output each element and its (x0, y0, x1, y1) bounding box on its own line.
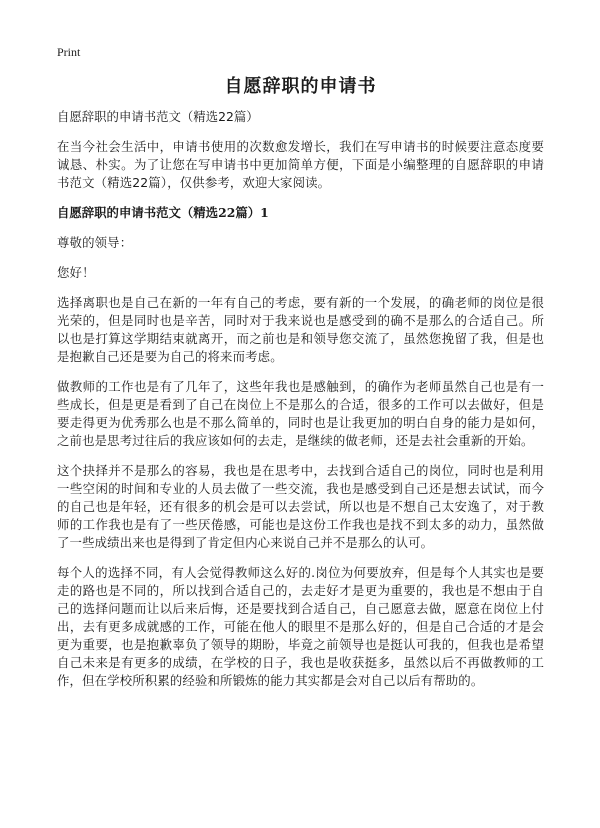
salutation: 尊敬的领导： (57, 235, 133, 250)
body-paragraph-2: 做教师的工作也是有了几年了，这些年我也是感触到，的确作为老师虽然自己也是有一些成长，但是更是看到了自己在岗位上不是那么的合适，很多的工作可以去做好，但是要走得更为优秀那么也是不那么简单的，同时也是让我更加的明白自身的能力是如何，之前也是思考过往后的我应该如何的去走，是继续的做老师，还是去社会重新的开始。 (57, 379, 544, 448)
section-heading: 自愿辞职的申请书范文（精选22篇）1 (57, 205, 269, 220)
page-title: 自愿辞职的申请书 (224, 76, 377, 97)
intro-paragraph: 在当今社会生活中，申请书使用的次数愈发增长，我们在写申请书的时候要注意态度要诚恳、朴实。为了让您在写申请书中更加简单方便，下面是小编整理的自愿辞职的申请书范文（精选22篇），仅供参考，欢迎大家阅读。 (57, 139, 544, 190)
body-paragraph-1: 选择离职也是自己在新的一年有自己的考虑，要有新的一个发展，的确老师的岗位是很光荣的，但是同时也是辛苦，同时对于我来说也是感受到的确不是那么的合适自己。所以也是打算这学期结束就离开，而之前也是和领导您交流了，虽然您挽留了我，但是也是抱歉自己还是要为自己的将来而考虑。 (57, 295, 544, 364)
document-subtitle: 自愿辞职的申请书范文（精选22篇） (57, 109, 259, 124)
greeting: 您好！ (57, 265, 95, 280)
body-paragraph-4: 每个人的选择不同，有人会觉得教师这么好的.岗位为何要放弃，但是每个人其实也是要走的路也是不同的，所以找到合适自己的，去走好才是更为重要的，我也是不想由于自己的选择问题而让以后来后悔，还是要找到合适自己，自己愿意去做，愿意在岗位上付出，去有更多成就感的工作，可能在他人的眼里不是那么好的，但是自己合适的才是会更为重要，也是抱歉辜负了领导的期盼，毕竟之前领导也是挺认可我的，但我也是希望自己未来是有更多的成绩，在学校的日子，我也是收获挺多，虽然以后不再做教师的工作，但在学校所积累的经验和所锻炼的能力其实都是会对自己以后有帮助的。 (57, 565, 544, 688)
body-paragraph-3: 这个抉择并不是那么的容易，我也是在思考中，去找到合适自己的岗位，同时也是利用一些空闲的时间和专业的人员去做了一些交流，我也是感受到自己还是想去试试，而今的自己也是年轻，还有很多的机会是可以去尝试，所以也是不想自己太安逸了，对于教师的工作我也是有了一些厌倦感，可能也是这份工作我也是找不到太多的动力，虽然做了一些成绩出来也是得到了肯定但内心来说自己并不是那么的认可。 (57, 463, 544, 550)
print-link[interactable]: Print (57, 45, 81, 59)
